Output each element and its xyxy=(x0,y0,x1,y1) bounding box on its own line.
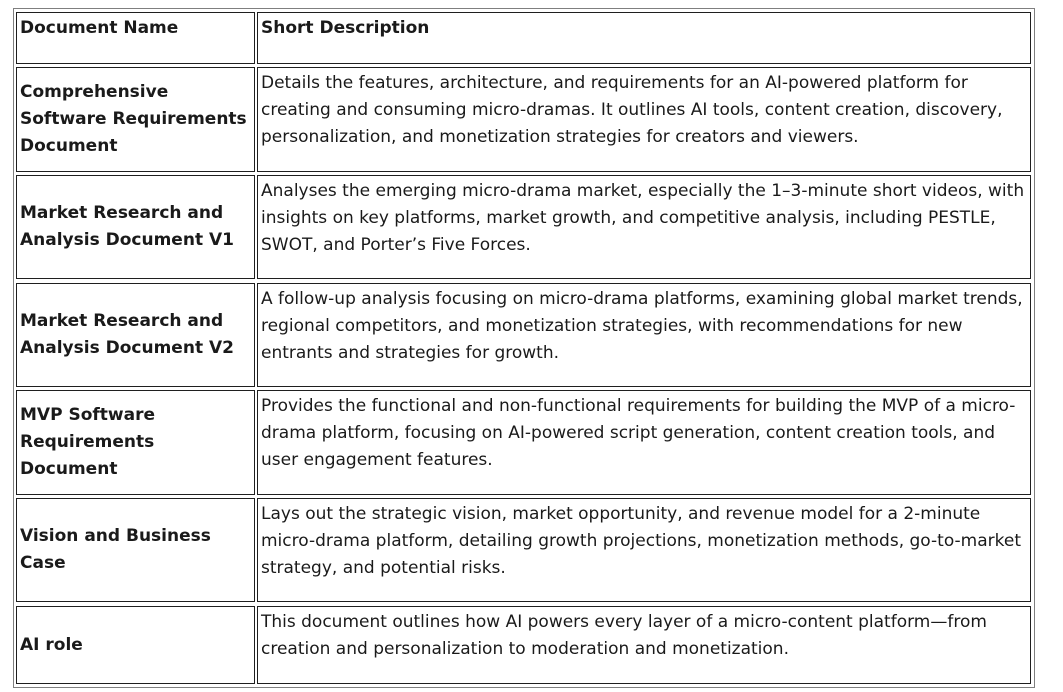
row-5-description: Lays out the strategic vision, market opportunity, and revenue model for a 2-minute micro-drama platform, detailing growth projections, monetization methods, go-to-market strategy, and potential risks. xyxy=(257,498,1031,602)
row-6-description: This document outlines how AI powers every layer of a micro-content platform—from creation and personalization to moderation and monetization. xyxy=(257,606,1031,684)
row-4-name: MVP Software Requirements Document xyxy=(16,390,255,495)
row-2-description: Analyses the emerging micro-drama market, especially the 1–3-minute short videos, with insights on key platforms, market growth, and competitive analysis, including PESTLE, SWOT, and Porter’s Five Forces. xyxy=(257,175,1031,279)
row-1-description: Details the features, architecture, and requirements for an AI-powered platform for creating and consuming micro-dramas. It outlines AI tools, content creation, discovery, personalization, and monetization strategies for creators and viewers. xyxy=(257,67,1031,172)
row-4-description: Provides the functional and non-functional requirements for building the MVP of a micro-drama platform, focusing on AI-powered script generation, content creation tools, and user engagement features. xyxy=(257,390,1031,495)
row-3-description: A follow-up analysis focusing on micro-drama platforms, examining global market trends, regional competitors, and monetization strategies, with recommendations for new entrants and strategies for growth. xyxy=(257,283,1031,387)
row-1-name: Comprehensive Software Requirements Document xyxy=(16,67,255,172)
row-3-name: Market Research and Analysis Document V2 xyxy=(16,283,255,387)
row-6-name: AI role xyxy=(16,606,255,684)
header-document-name: Document Name xyxy=(16,12,255,64)
row-2-name: Market Research and Analysis Document V1 xyxy=(16,175,255,279)
row-5-name: Vision and Business Case xyxy=(16,498,255,602)
header-short-description: Short Description xyxy=(257,12,1031,64)
